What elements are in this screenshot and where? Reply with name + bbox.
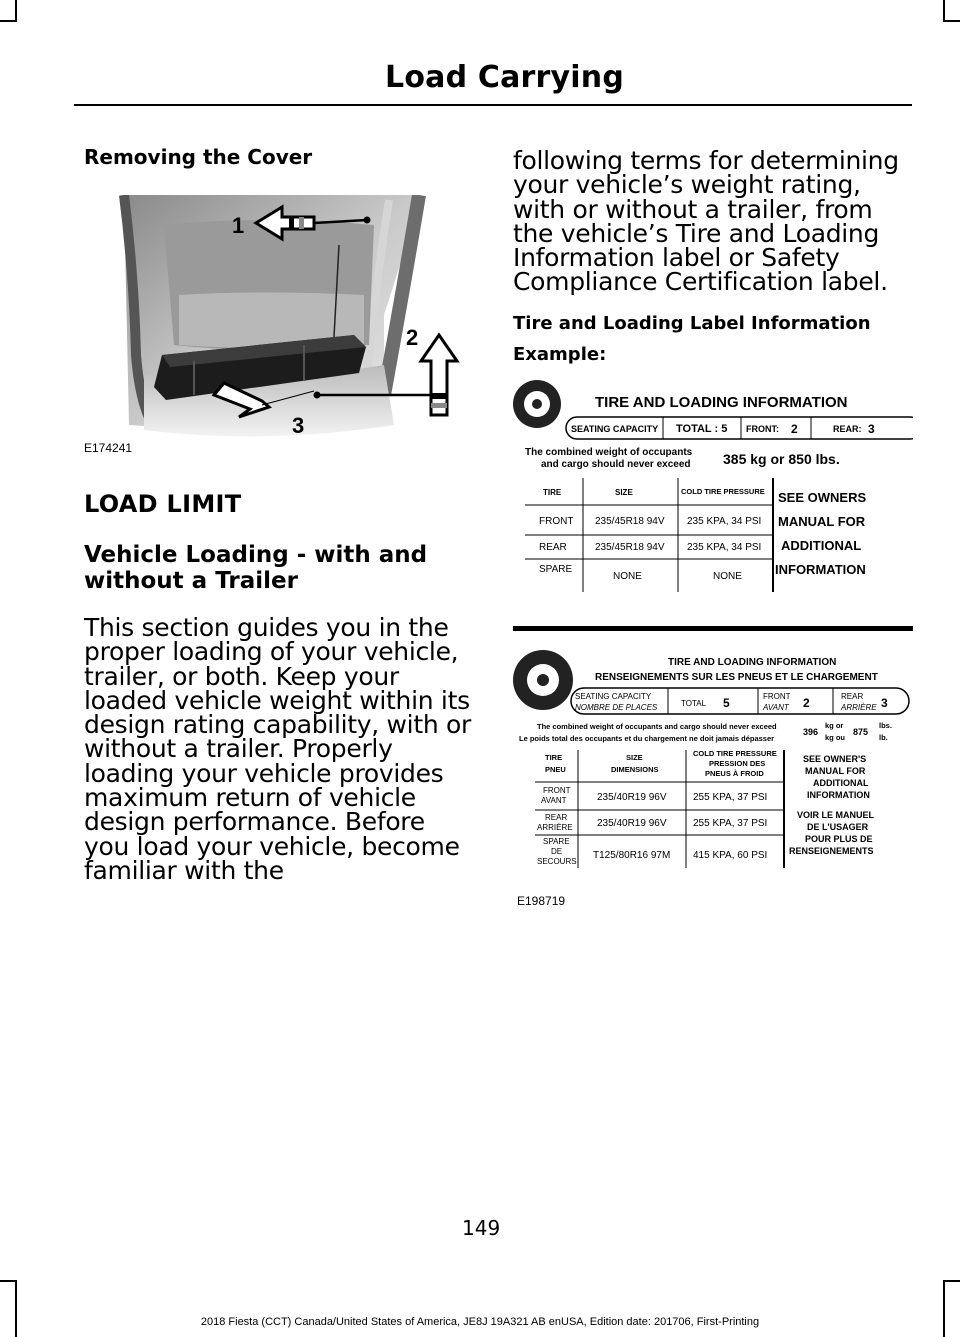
us-row-pressure: 235 KPA, 34 PSI (687, 516, 762, 527)
ca-see-line: POUR PLUS DE (805, 834, 873, 844)
tire-loading-label-figure (513, 360, 913, 920)
ca-seating-fr: NOMBRE DE PLACES (575, 703, 658, 712)
ca-front-en: FRONT (763, 692, 791, 701)
ca-see-line: ADDITIONAL (813, 778, 869, 788)
ca-rear-en: REAR (841, 692, 864, 701)
ca-row-pos: FRONT (543, 786, 571, 795)
ca-see-line: RENSEIGNEMENTS (789, 846, 874, 856)
figure-code: E174241 (84, 441, 133, 455)
ca-title-fr: RENSEIGNEMENTS SUR LES PNEUS ET LE CHARGEMENT (595, 672, 878, 683)
weight-rating-paragraph: following terms for determining your vehicle’s weight rating, with or without a trailer, from the vehicle’s Tire and Loading Information label or Safety Compliance Certification label. (513, 146, 899, 297)
label-separator (513, 626, 913, 631)
us-col-tire: TIRE (543, 488, 562, 497)
ca-seating-en: SEATING CAPACITY (575, 692, 652, 701)
example-heading: Example: (513, 343, 607, 365)
figure-code: E198719 (517, 894, 566, 908)
ca-front-fr: AVANT (763, 703, 789, 712)
ca-lb-fr: lb. (879, 733, 888, 742)
ca-col-size-en: SIZE (626, 753, 643, 762)
us-row-size: 235/45R18 94V (595, 516, 665, 527)
page-number: 149 (462, 1216, 501, 1240)
ca-see-line: SEE OWNER'S (803, 754, 867, 764)
us-see-line: SEE OWNERS (778, 490, 867, 505)
removing-cover-figure (84, 195, 476, 457)
us-row-size: 235/45R18 94V (595, 542, 665, 553)
ca-combined-en: The combined weight of occupants and cargo should never exceed (537, 722, 777, 731)
us-col-size: SIZE (615, 488, 633, 497)
ca-col-tire-en: TIRE (545, 753, 563, 762)
us-col-pressure: COLD TIRE PRESSURE (681, 487, 765, 496)
ca-see-line: DE L'USAGER (807, 822, 869, 832)
ca-kg-fr: kg ou (825, 733, 845, 742)
crop-mark (15, 1280, 17, 1337)
us-see-line: MANUAL FOR (778, 514, 866, 529)
ca-col-size-fr: DIMENSIONS (611, 765, 659, 774)
ca-see-line: MANUAL FOR (805, 766, 866, 776)
ca-lb-en: lbs. (879, 721, 892, 730)
ca-row-pos: ARRIÈRE (537, 823, 573, 832)
page-header-title: Load Carrying (385, 60, 625, 95)
callout-2: 2 (406, 325, 419, 350)
ca-see-line: INFORMATION (807, 790, 870, 800)
us-row-pos: SPARE (539, 564, 573, 575)
us-seating: SEATING CAPACITY (571, 424, 659, 434)
ca-kg-en: kg or (825, 721, 844, 730)
callout-1: 1 (232, 213, 245, 238)
us-front: FRONT: (746, 424, 779, 434)
ca-col-p-1: COLD TIRE PRESSURE (693, 749, 777, 758)
us-row-size: NONE (613, 571, 642, 582)
load-limit-section (84, 490, 476, 883)
header-rule (74, 104, 912, 106)
ca-rear-fr: ARRIÈRE (841, 703, 877, 712)
ca-front-val: 2 (803, 696, 810, 710)
ca-row-pos: SPARE (543, 837, 570, 846)
us-row-pos: FRONT (539, 516, 574, 527)
crop-mark (943, 1280, 960, 1282)
us-rear: REAR: (833, 424, 862, 434)
vehicle-loading-paragraph: This section guides you in the proper loading of your vehicle, trailer, or both. Keep your loaded vehicle weight within its design rating capability, with or without a trailer. Properly loading your vehicle provides maximum return of vehicle design performance. Before you load your vehicle, become familiar with the (84, 613, 471, 885)
crop-mark (943, 20, 960, 22)
us-row-pressure: NONE (713, 571, 742, 582)
ca-row-pressure: 255 KPA, 37 PSI (693, 818, 768, 829)
tire-label-illustration (513, 360, 913, 920)
cargo-cover-illustration (84, 195, 476, 457)
removing-cover-heading: Removing the Cover (84, 145, 313, 169)
right-column (513, 145, 913, 365)
us-row-pressure: 235 KPA, 34 PSI (687, 542, 762, 553)
vehicle-loading-heading: Vehicle Loading - with and without a Trailer (84, 542, 428, 594)
crop-mark (0, 20, 17, 22)
callout-3: 3 (292, 413, 305, 438)
us-weight: 385 kg or 850 lbs. (723, 451, 840, 467)
ca-row-pos: DE (551, 847, 563, 856)
ca-total: TOTAL (681, 699, 707, 708)
ca-col-p-2: PRESSION DES (709, 759, 766, 768)
ca-col-tire-fr: PNEU (545, 765, 566, 774)
ca-col-p-3: PNEUS À FROID (705, 769, 764, 778)
ca-title-en: TIRE AND LOADING INFORMATION (668, 657, 837, 668)
crop-mark (15, 0, 17, 22)
ca-total-val: 5 (723, 696, 730, 710)
crop-mark (943, 1280, 945, 1337)
ca-row-size: 235/40R19 96V (597, 792, 667, 803)
ca-row-pos: SECOURS (537, 857, 577, 866)
load-limit-heading: LOAD LIMIT (84, 490, 242, 518)
us-row-pos: REAR (539, 542, 567, 553)
us-see-line: ADDITIONAL (781, 538, 862, 553)
crop-mark (0, 1280, 17, 1282)
us-combined-1: The combined weight of occupants (525, 447, 693, 458)
tire-label-us (513, 380, 913, 592)
us-rear-val: 3 (868, 422, 875, 436)
crop-mark (943, 0, 945, 22)
ca-row-pos: AVANT (541, 796, 567, 805)
left-column (84, 145, 476, 169)
ca-row-pressure: 255 KPA, 37 PSI (693, 792, 768, 803)
ca-rear-val: 3 (881, 696, 888, 710)
ca-combined-fr: Le poids total des occupants et du chargement ne doit jamais dépasser (519, 734, 775, 743)
ca-row-pos: REAR (545, 813, 568, 822)
us-label-title: TIRE AND LOADING INFORMATION (595, 394, 848, 411)
ca-see-line: VOIR LE MANUEL (797, 810, 875, 820)
ca-row-size: T125/80R16 97M (593, 850, 671, 861)
us-front-val: 2 (791, 422, 798, 436)
label-info-heading: Tire and Loading Label Information (513, 312, 871, 334)
tire-label-canada (513, 650, 909, 868)
ca-row-size: 235/40R19 96V (597, 818, 667, 829)
us-see-line: INFORMATION (775, 562, 866, 577)
ca-row-pressure: 415 KPA, 60 PSI (693, 850, 768, 861)
ca-lb-val: 875 (853, 727, 869, 737)
page-footer: 2018 Fiesta (CCT) Canada/United States of America, JE8J 19A321 AB enUSA, Edition date: 201706, First-Printing (200, 1316, 760, 1328)
us-total: TOTAL : 5 (676, 423, 728, 435)
ca-kg-val: 396 (803, 727, 819, 737)
us-combined-2: and cargo should never exceed (541, 459, 691, 470)
